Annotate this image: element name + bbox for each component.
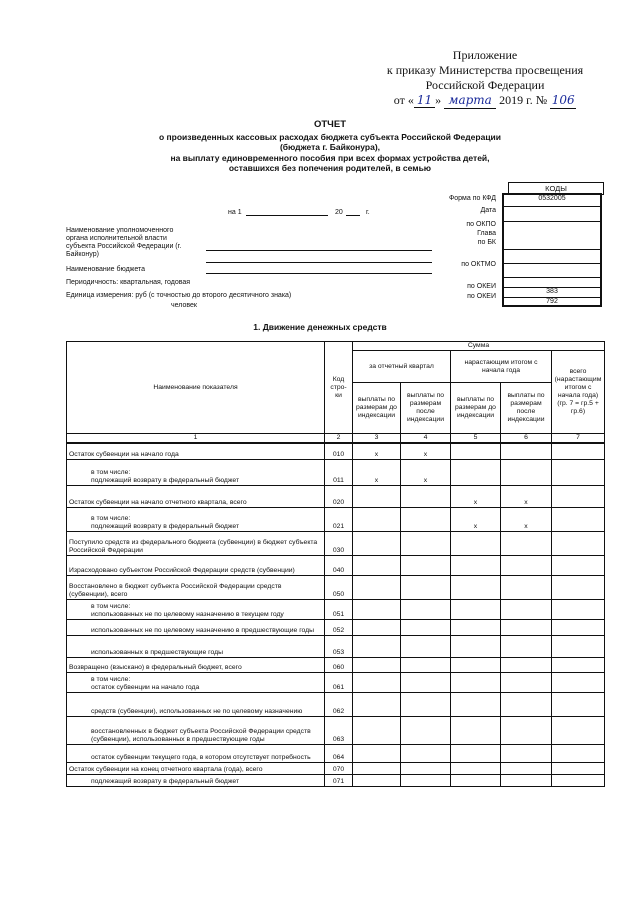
row-cell-c7 bbox=[552, 531, 605, 555]
row-cell-c7 bbox=[552, 619, 605, 635]
row-cell-c6 bbox=[501, 459, 552, 485]
table-row bbox=[67, 555, 605, 575]
row-code: 050 bbox=[325, 575, 353, 599]
row-cell-c6: x bbox=[501, 485, 552, 507]
row-cell-c7 bbox=[552, 443, 605, 459]
row-code: 052 bbox=[325, 619, 353, 635]
row-cell-c5 bbox=[451, 459, 501, 485]
row-cell-c3 bbox=[353, 635, 401, 657]
code-label-okpo: по ОКПО bbox=[466, 221, 496, 228]
row-cell-c6 bbox=[501, 443, 552, 459]
period-line bbox=[246, 215, 328, 216]
unit-label: Единица измерения: руб (с точностью до второго десятичного знака) bbox=[66, 292, 292, 299]
row-name: Остаток субвенции на конец отчетного квартала (года), всего bbox=[67, 762, 325, 774]
col-num-5: 5 bbox=[451, 434, 501, 444]
row-cell-c3 bbox=[353, 744, 401, 762]
row-cell-c7 bbox=[552, 657, 605, 672]
row-name: Восстановлено в бюджет субъекта Российской Федерации средств (субвенции), всего bbox=[67, 575, 325, 599]
row-cell-c3 bbox=[353, 507, 401, 531]
row-cell-c7 bbox=[552, 774, 605, 786]
date-day: 11 bbox=[414, 93, 435, 108]
column-numbers-row bbox=[67, 434, 605, 444]
org-line-1 bbox=[206, 250, 432, 251]
codes-header: КОДЫ bbox=[508, 182, 604, 195]
budget-label: Наименование бюджета bbox=[66, 266, 146, 273]
table-row bbox=[67, 635, 605, 657]
code-value-okei-2: 792 bbox=[546, 298, 558, 305]
row-cell-c4 bbox=[401, 619, 451, 635]
table-row bbox=[67, 485, 605, 507]
row-code: 030 bbox=[325, 531, 353, 555]
code-label-form: Форма по КФД bbox=[448, 195, 496, 202]
table-row bbox=[67, 762, 605, 774]
period-suffix: г. bbox=[366, 209, 370, 216]
budget-line bbox=[206, 273, 432, 274]
header-name: Наименование показателя bbox=[67, 342, 325, 434]
code-label-glava: Глава bbox=[477, 230, 496, 237]
row-name: подлежащий возврату в федеральный бюджет bbox=[67, 774, 325, 786]
col-num-3: 3 bbox=[353, 434, 401, 444]
code-label-bk: по БК bbox=[477, 239, 496, 246]
org-line-2 bbox=[206, 262, 432, 263]
row-cell-c3 bbox=[353, 657, 401, 672]
row-code: 070 bbox=[325, 762, 353, 774]
row-name: Поступило средств из федерального бюджета (субвенции) в бюджет субъекта Российской Федерации bbox=[67, 531, 325, 555]
date-year: 2019 г. № bbox=[499, 93, 548, 107]
table-row bbox=[67, 575, 605, 599]
title-line-2: о произведенных кассовых расходах бюджета субъекта Российской Федерации bbox=[158, 131, 502, 142]
row-cell-c3 bbox=[353, 575, 401, 599]
row-name: Возвращено (взыскано) в федеральный бюджет, всего bbox=[67, 657, 325, 672]
row-cell-c4 bbox=[401, 762, 451, 774]
appendix-line-1: Приложение bbox=[452, 48, 518, 62]
row-name: использованных в предшествующие годы bbox=[67, 635, 325, 657]
header-col3: выплаты по размерам до индексации bbox=[353, 383, 401, 434]
row-cell-c7 bbox=[552, 762, 605, 774]
row-cell-c7 bbox=[552, 459, 605, 485]
row-cell-c6 bbox=[501, 692, 552, 716]
header-cumulative: нарастающим итогом с начала года bbox=[451, 351, 552, 383]
table-row bbox=[67, 692, 605, 716]
row-code: 064 bbox=[325, 744, 353, 762]
row-cell-c7 bbox=[552, 744, 605, 762]
row-cell-c4 bbox=[401, 575, 451, 599]
appendix-line-2: к приказу Министерства просвещения bbox=[386, 63, 584, 77]
table-row bbox=[67, 774, 605, 786]
period-year-line bbox=[346, 215, 360, 216]
code-value-blank-2 bbox=[504, 278, 600, 288]
header-code: Код стро-ки bbox=[325, 342, 353, 434]
code-value-okei-1: 383 bbox=[504, 288, 600, 298]
col-num-1: 1 bbox=[67, 434, 325, 444]
periodicity: Периодичность: квартальная, годовая bbox=[66, 279, 191, 286]
row-name: остаток субвенции текущего года, в котором отсутствует потребность bbox=[67, 744, 325, 762]
row-cell-c6 bbox=[501, 774, 552, 786]
code-value-form: 0532005 bbox=[504, 195, 600, 207]
row-cell-c4 bbox=[401, 692, 451, 716]
date-prefix: от « bbox=[393, 93, 414, 107]
table-row bbox=[67, 657, 605, 672]
row-cell-c7 bbox=[552, 635, 605, 657]
row-cell-c6 bbox=[501, 657, 552, 672]
row-cell-c3 bbox=[353, 762, 401, 774]
table-row bbox=[67, 599, 605, 619]
row-cell-c5 bbox=[451, 555, 501, 575]
row-cell-c3 bbox=[353, 531, 401, 555]
row-code: 053 bbox=[325, 635, 353, 657]
col-num-2: 2 bbox=[325, 434, 353, 444]
appendix-date-line bbox=[370, 93, 600, 109]
code-value-date bbox=[504, 207, 600, 222]
row-name: использованных не по целевому назначению в предшествующие годы bbox=[67, 619, 325, 635]
table-row bbox=[67, 507, 605, 531]
row-code: 051 bbox=[325, 599, 353, 619]
code-label-oktmo: по ОКТМО bbox=[461, 261, 496, 268]
title-line-3: (бюджета г. Байконура), bbox=[279, 142, 381, 152]
row-cell-c3 bbox=[353, 555, 401, 575]
row-cell-c6 bbox=[501, 619, 552, 635]
row-name: средств (субвенции), использованных не по целевому назначению bbox=[67, 692, 325, 716]
row-code: 063 bbox=[325, 716, 353, 744]
row-name: в том числе: остаток субвенции на начало года bbox=[67, 672, 325, 692]
row-cell-c3: x bbox=[353, 459, 401, 485]
row-cell-c7 bbox=[552, 575, 605, 599]
row-cell-c4 bbox=[401, 555, 451, 575]
title-line-1: ОТЧЕТ bbox=[313, 119, 346, 130]
row-cell-c7 bbox=[552, 485, 605, 507]
row-cell-c4: x bbox=[401, 443, 451, 459]
code-label-okei-2: по ОКЕИ bbox=[467, 293, 496, 300]
row-cell-c7 bbox=[552, 716, 605, 744]
row-cell-c4 bbox=[401, 774, 451, 786]
row-cell-c6: x bbox=[501, 507, 552, 531]
row-cell-c4 bbox=[401, 635, 451, 657]
table-row bbox=[67, 619, 605, 635]
row-cell-c5 bbox=[451, 744, 501, 762]
row-cell-c5 bbox=[451, 575, 501, 599]
row-cell-c6 bbox=[501, 555, 552, 575]
row-cell-c5 bbox=[451, 599, 501, 619]
row-code: 071 bbox=[325, 774, 353, 786]
row-cell-c4 bbox=[401, 657, 451, 672]
date-mid: » bbox=[435, 93, 442, 107]
row-cell-c3 bbox=[353, 485, 401, 507]
row-cell-c3 bbox=[353, 599, 401, 619]
col-num-4: 4 bbox=[401, 434, 451, 444]
row-code: 040 bbox=[325, 555, 353, 575]
code-label-date: Дата bbox=[480, 207, 496, 214]
row-code: 021 bbox=[325, 507, 353, 531]
row-code: 060 bbox=[325, 657, 353, 672]
date-month: марта bbox=[444, 93, 496, 109]
row-cell-c5 bbox=[451, 531, 501, 555]
row-name: в том числе: использованных не по целевому назначению в текущем году bbox=[67, 599, 325, 619]
title-line-5: оставшихся без попечения родителей, в семью bbox=[228, 163, 432, 173]
row-cell-c5 bbox=[451, 635, 501, 657]
row-name: Остаток субвенции на начало года bbox=[67, 443, 325, 459]
codes-labels bbox=[400, 195, 496, 303]
row-code: 010 bbox=[325, 443, 353, 459]
row-cell-c6 bbox=[501, 762, 552, 774]
row-cell-c3: x bbox=[353, 443, 401, 459]
row-cell-c3 bbox=[353, 774, 401, 786]
row-cell-c7 bbox=[552, 599, 605, 619]
row-cell-c6 bbox=[501, 599, 552, 619]
row-code: 011 bbox=[325, 459, 353, 485]
row-cell-c7 bbox=[552, 555, 605, 575]
row-cell-c3 bbox=[353, 619, 401, 635]
row-cell-c6 bbox=[501, 575, 552, 599]
row-cell-c5 bbox=[451, 692, 501, 716]
table-row bbox=[67, 531, 605, 555]
row-cell-c5: x bbox=[451, 485, 501, 507]
row-cell-c6 bbox=[501, 635, 552, 657]
header-quarter: за отчетный квартал bbox=[353, 351, 451, 383]
code-value-okpo bbox=[504, 222, 600, 250]
row-cell-c4 bbox=[401, 531, 451, 555]
row-code: 020 bbox=[325, 485, 353, 507]
row-cell-c7 bbox=[552, 507, 605, 531]
row-name: Израсходовано субъектом Российской Федерации средств (субвенции) bbox=[67, 555, 325, 575]
header-total: всего (нарастающим итогом с начала года) (гр. 7 = гр.5 + гр.6) bbox=[552, 351, 605, 434]
appendix-line-3: Российской Федерации bbox=[425, 78, 545, 92]
row-cell-c7 bbox=[552, 692, 605, 716]
row-cell-c3 bbox=[353, 692, 401, 716]
period-year: 20 bbox=[335, 209, 343, 216]
row-cell-c4 bbox=[401, 485, 451, 507]
table-row bbox=[67, 672, 605, 692]
row-cell-c5 bbox=[451, 443, 501, 459]
cash-flow-table bbox=[66, 341, 605, 787]
row-cell-c7 bbox=[552, 672, 605, 692]
row-cell-c6 bbox=[501, 716, 552, 744]
row-code: 061 bbox=[325, 672, 353, 692]
header-sum: Сумма bbox=[353, 342, 605, 351]
code-value-oktmo bbox=[504, 250, 600, 264]
col-num-7: 7 bbox=[552, 434, 605, 444]
table-body bbox=[67, 443, 605, 786]
org-label: Наименование уполномоченного органа исполнительной власти субъекта Российской Федерации (г. Байконур) bbox=[66, 227, 182, 258]
date-number: 106 bbox=[551, 93, 575, 107]
row-cell-c4 bbox=[401, 599, 451, 619]
unit-people: человек bbox=[171, 302, 197, 309]
row-cell-c5 bbox=[451, 657, 501, 672]
header-col5: выплаты по размерам до индексации bbox=[451, 383, 501, 434]
row-cell-c5: x bbox=[451, 507, 501, 531]
table-row bbox=[67, 459, 605, 485]
row-cell-c4 bbox=[401, 672, 451, 692]
period-prefix: на 1 bbox=[228, 209, 242, 216]
row-cell-c3 bbox=[353, 672, 401, 692]
col-num-6: 6 bbox=[501, 434, 552, 444]
row-cell-c5 bbox=[451, 716, 501, 744]
row-name: восстановленных в бюджет субъекта Российской Федерации средств (субвенции), использованных в предшествующие годы bbox=[67, 716, 325, 744]
row-name: в том числе: подлежащий возврату в федеральный бюджет bbox=[67, 459, 325, 485]
header-col4: выплаты по размерам после индексации bbox=[401, 383, 451, 434]
row-cell-c5 bbox=[451, 619, 501, 635]
row-cell-c6 bbox=[501, 744, 552, 762]
row-cell-c4 bbox=[401, 507, 451, 531]
report-title bbox=[80, 120, 580, 174]
row-cell-c5 bbox=[451, 774, 501, 786]
row-cell-c4 bbox=[401, 744, 451, 762]
row-cell-c5 bbox=[451, 672, 501, 692]
row-cell-c3 bbox=[353, 716, 401, 744]
row-name: в том числе: подлежащий возврату в федеральный бюджет bbox=[67, 507, 325, 531]
code-label-okei-1: по ОКЕИ bbox=[467, 283, 496, 290]
table-row bbox=[67, 443, 605, 459]
row-cell-c5 bbox=[451, 762, 501, 774]
row-name: Остаток субвенции на начало отчетного квартала, всего bbox=[67, 485, 325, 507]
row-cell-c6 bbox=[501, 672, 552, 692]
section-title: 1. Движение денежных средств bbox=[253, 322, 387, 332]
row-cell-c6 bbox=[501, 531, 552, 555]
appendix-block bbox=[370, 48, 600, 109]
header-col6: выплаты по размерам после индексации bbox=[501, 383, 552, 434]
table-row bbox=[67, 716, 605, 744]
row-code: 062 bbox=[325, 692, 353, 716]
row-cell-c4 bbox=[401, 716, 451, 744]
row-cell-c4: x bbox=[401, 459, 451, 485]
table-row bbox=[67, 744, 605, 762]
code-value-blank bbox=[504, 264, 600, 278]
codes-values bbox=[504, 195, 600, 307]
title-line-4: на выплату единовременного пособия при всех формах устройства детей, bbox=[170, 152, 490, 163]
